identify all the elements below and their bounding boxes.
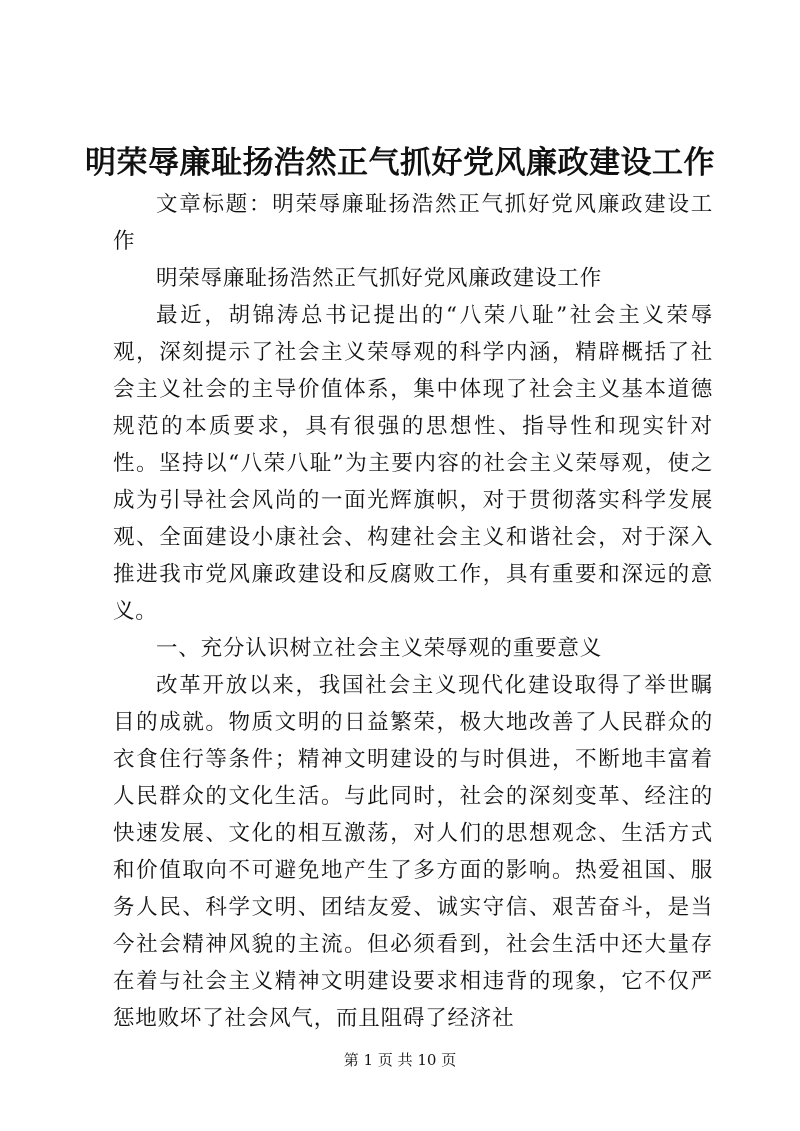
subtitle-line: 明荣辱廉耻扬浩然正气抓好党风廉政建设工作 (156, 266, 603, 291)
page-footer: 第 1 页 共 10 页 (343, 1051, 457, 1069)
document-title: 明荣辱廉耻扬浩然正气抓好党风廉政建设工作 (85, 145, 715, 181)
section-heading: 一、充分认识树立社会主义荣辱观的重要意义 (156, 636, 603, 661)
intro-paragraph: 最近，胡锦涛总书记提出的“八荣八耻”社会主义荣辱观，深刻提示了社会主义荣辱观的科学内涵，精辟概括了社会主义社会的主导价值体系，集中体现了社会主义基本道德规范的本质要求，具有很强的思想性、指导性和现实针对性。坚持以“八荣八耻”为主要内容的社会主义荣辱观，使之成为引导社会风尚的一面光辉旗帜，对于贯彻落实科学发展观、全面建设小康社会、构建社会主义和谐社会，对于深入推进我市党风廉政建设和反腐败工作，具有重要和深远的意义。 (113, 303, 713, 624)
section-paragraph: 改革开放以来，我国社会主义现代化建设取得了举世瞩目的成就。物质文明的日益繁荣，极大地改善了人民群众的衣食住行等条件；精神文明建设的与时俱进，不断地丰富着人民群众的文化生活。与此同时，社会的深刻变革、经注的快速发展、文化的相互激荡，对人们的思想观念、生活方式和价值取向不可避免地产生了多方面的影响。热爱祖国、服务人民、科学文明、团结友爱、诚实守信、艰苦奋斗，是当今社会精神风貌的主流。但必须看到，社会生活中还大量存在着与社会主义精神文明建设要求相违背的现象，它不仅严惩地败坏了社会风气，而且阻碍了经济社 (113, 673, 713, 1031)
document-body (113, 186, 713, 1037)
article-title-line: 文章标题：明荣辱廉耻扬浩然正气抓好党风廉政建设工作 (113, 192, 713, 254)
